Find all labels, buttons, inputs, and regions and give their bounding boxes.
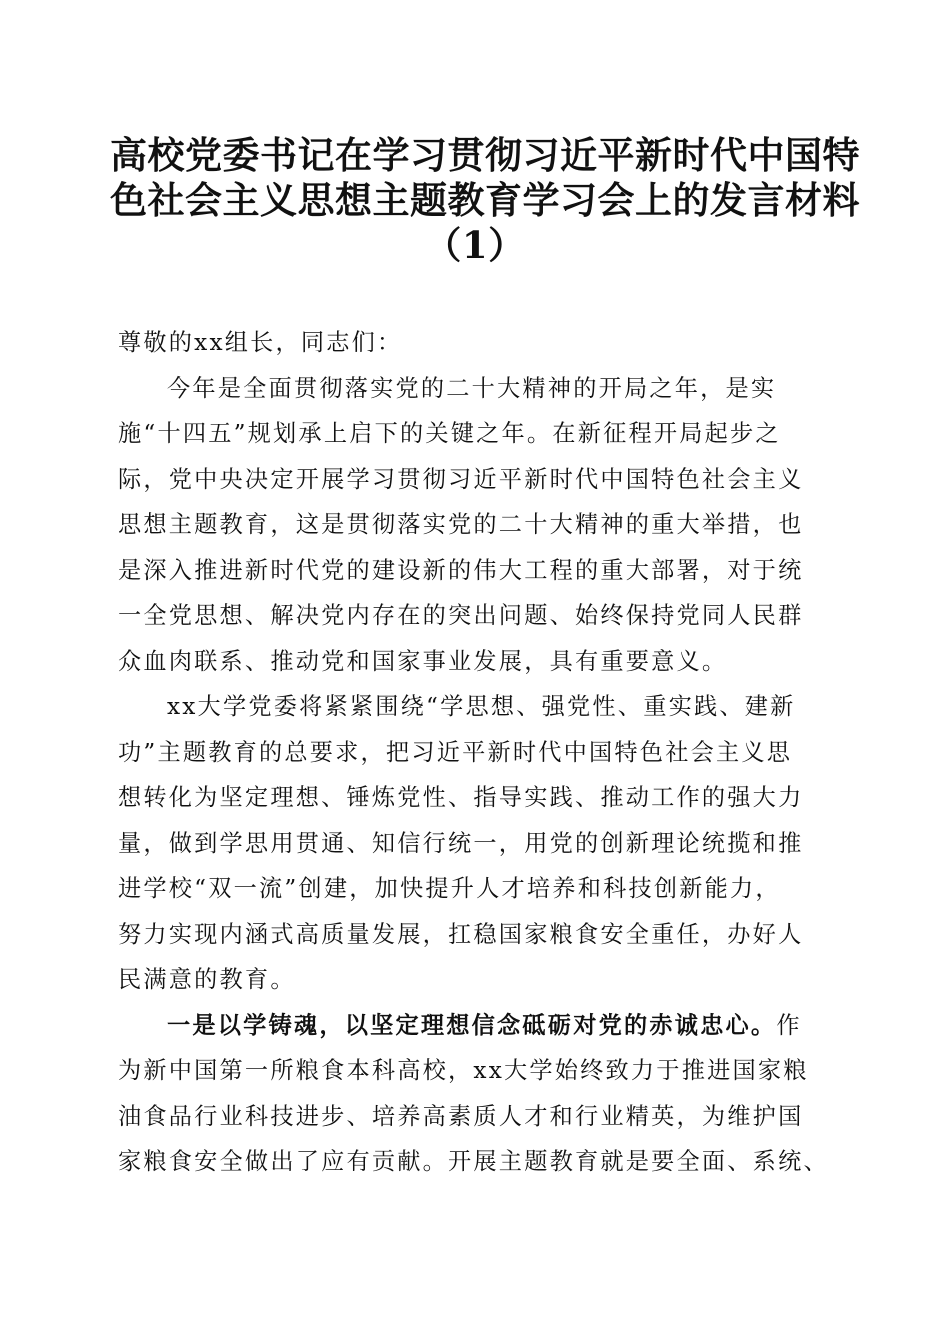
paragraph-line: 想转化为坚定理想、锤炼党性、指导实践、推动工作的强大力 [118, 784, 804, 811]
salutation: 尊敬的xx组长，同志们： [118, 329, 403, 356]
paragraph-lead-rest: 作 [776, 1011, 802, 1039]
paragraph-line: 进学校“双一流”创建，加快提升人才培养和科技创新能力， [118, 875, 781, 902]
paragraph-line: 众血肉联系、推动党和国家事业发展，具有重要意义。 [118, 647, 728, 675]
document-title [110, 133, 860, 268]
document-body [118, 320, 832, 1185]
paragraph-line: 量，做到学思用贯通、知信行统一，用党的创新理论统揽和推 [118, 829, 804, 857]
paragraph-line: 为新中国第一所粮食本科高校，xx大学始终致力于推进国家粮 [118, 1057, 809, 1084]
paragraph-3 [118, 1003, 832, 1185]
paragraph-line: 际，党中央决定开展学习贯彻习近平新时代中国特色社会主义 [118, 465, 804, 493]
paragraph-1 [118, 366, 832, 685]
paragraph-line: 功”主题教育的总要求，把习近平新时代中国特色社会主义思 [118, 738, 793, 766]
paragraph-line: xx大学党委将紧紧围绕“学思想、强党性、重实践、建新 [167, 693, 796, 720]
title-line-3: （1） [424, 223, 526, 267]
paragraph-lead-heading: 一是以学铸魂，以坚定理想信念砥砺对党的赤诚忠心。 [167, 1011, 777, 1039]
paragraph-2 [118, 684, 832, 1003]
paragraph-line: 家粮食安全做出了应有贡献。开展主题教育就是要全面、系统、 [118, 1148, 829, 1175]
paragraph-first-line [118, 1003, 832, 1049]
paragraph-line: 油食品行业科技进步、培养高素质人才和行业精英，为维护国 [118, 1102, 804, 1130]
paragraph-line: 今年是全面贯彻落实党的二十大精神的开局之年，是实 [167, 374, 777, 402]
paragraph-line: 思想主题教育，这是贯彻落实党的二十大精神的重大举措，也 [118, 511, 804, 538]
title-line-1: 高校党委书记在学习贯彻习近平新时代中国特 [110, 133, 860, 177]
paragraph-line: 一全党思想、解决党内存在的突出问题、始终保持党同人民群 [118, 602, 804, 629]
paragraph-line: 民满意的教育。 [118, 966, 296, 993]
title-line-2: 色社会主义思想主题教育学习会上的发言材料 [110, 178, 860, 222]
paragraph-line: 努力实现内涵式高质量发展，扛稳国家粮食安全重任，办好人 [118, 920, 804, 948]
paragraph-line: 是深入推进新时代党的建设新的伟大工程的重大部署，对于统 [118, 556, 804, 584]
paragraph-line: 施“十四五”规划承上启下的关键之年。在新征程开局起步之 [118, 420, 781, 447]
